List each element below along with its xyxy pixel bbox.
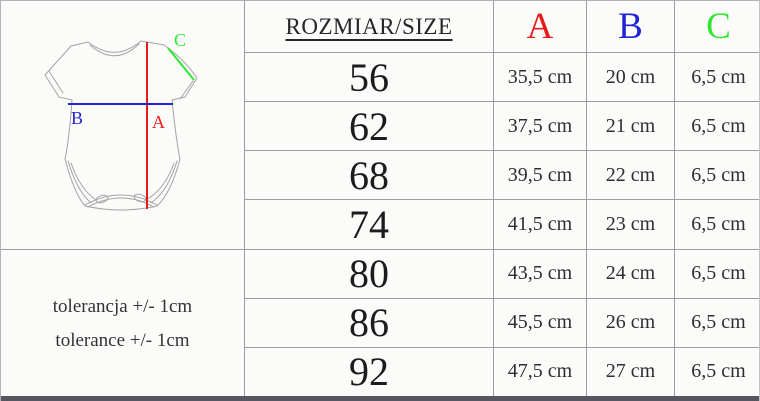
measurement-value-c: 6,5 cm [674, 200, 760, 249]
measurement-value-c: 6,5 cm [674, 348, 760, 397]
measurement-value-a: 37,5 cm [493, 102, 586, 151]
measurement-value-a: 35,5 cm [493, 53, 586, 102]
size-value: 68 [245, 151, 493, 200]
diagram-label-a: A [152, 112, 165, 132]
measurement-value-b: 22 cm [586, 151, 674, 200]
bottom-border-bar [1, 396, 759, 401]
collar-inner-line [90, 44, 139, 56]
measurement-value-a: 45,5 cm [493, 299, 586, 348]
size-table [244, 1, 760, 397]
measurement-value-b: 24 cm [586, 250, 674, 299]
size-value: 80 [245, 250, 493, 299]
measurement-value-c: 6,5 cm [674, 102, 760, 151]
bodysuit-diagram-icon [1, 1, 244, 249]
measurement-value-b: 20 cm [586, 53, 674, 102]
size-value: 56 [245, 53, 493, 102]
column-header-c: C [674, 1, 760, 53]
diagram-label-b: B [71, 108, 84, 128]
measurement-value-c: 6,5 cm [674, 299, 760, 348]
measurement-value-a: 41,5 cm [493, 200, 586, 249]
measurement-value-a: 43,5 cm [493, 250, 586, 299]
measurement-value-b: 21 cm [586, 102, 674, 151]
measurement-value-c: 6,5 cm [674, 250, 760, 299]
bodysuit-outline [45, 41, 197, 210]
measurement-value-c: 6,5 cm [674, 151, 760, 200]
tolerance-line-pl: tolerancja +/- 1cm [52, 296, 193, 318]
measurement-line-c [168, 48, 194, 80]
size-value: 62 [245, 102, 493, 151]
measurement-value-b: 26 cm [586, 299, 674, 348]
measurement-value-a: 39,5 cm [493, 151, 586, 200]
measurement-value-a: 47,5 cm [493, 348, 586, 397]
size-value: 74 [245, 200, 493, 249]
tolerance-line-en: tolerance +/- 1cm [55, 329, 190, 351]
diagram-label-c: C [174, 30, 187, 50]
left-cuff-line [49, 71, 63, 93]
tolerance-note [1, 249, 244, 397]
measurement-value-c: 6,5 cm [674, 53, 760, 102]
column-header-b: B [586, 1, 674, 53]
measurement-value-b: 23 cm [586, 200, 674, 249]
right-cuff-line [180, 81, 193, 99]
size-value: 86 [245, 299, 493, 348]
column-header-a: A [493, 1, 586, 53]
bodysuit-diagram [1, 1, 244, 249]
measurement-value-b: 27 cm [586, 348, 674, 397]
size-value: 92 [245, 348, 493, 397]
column-header-size: ROZMIAR/SIZE [245, 1, 493, 53]
